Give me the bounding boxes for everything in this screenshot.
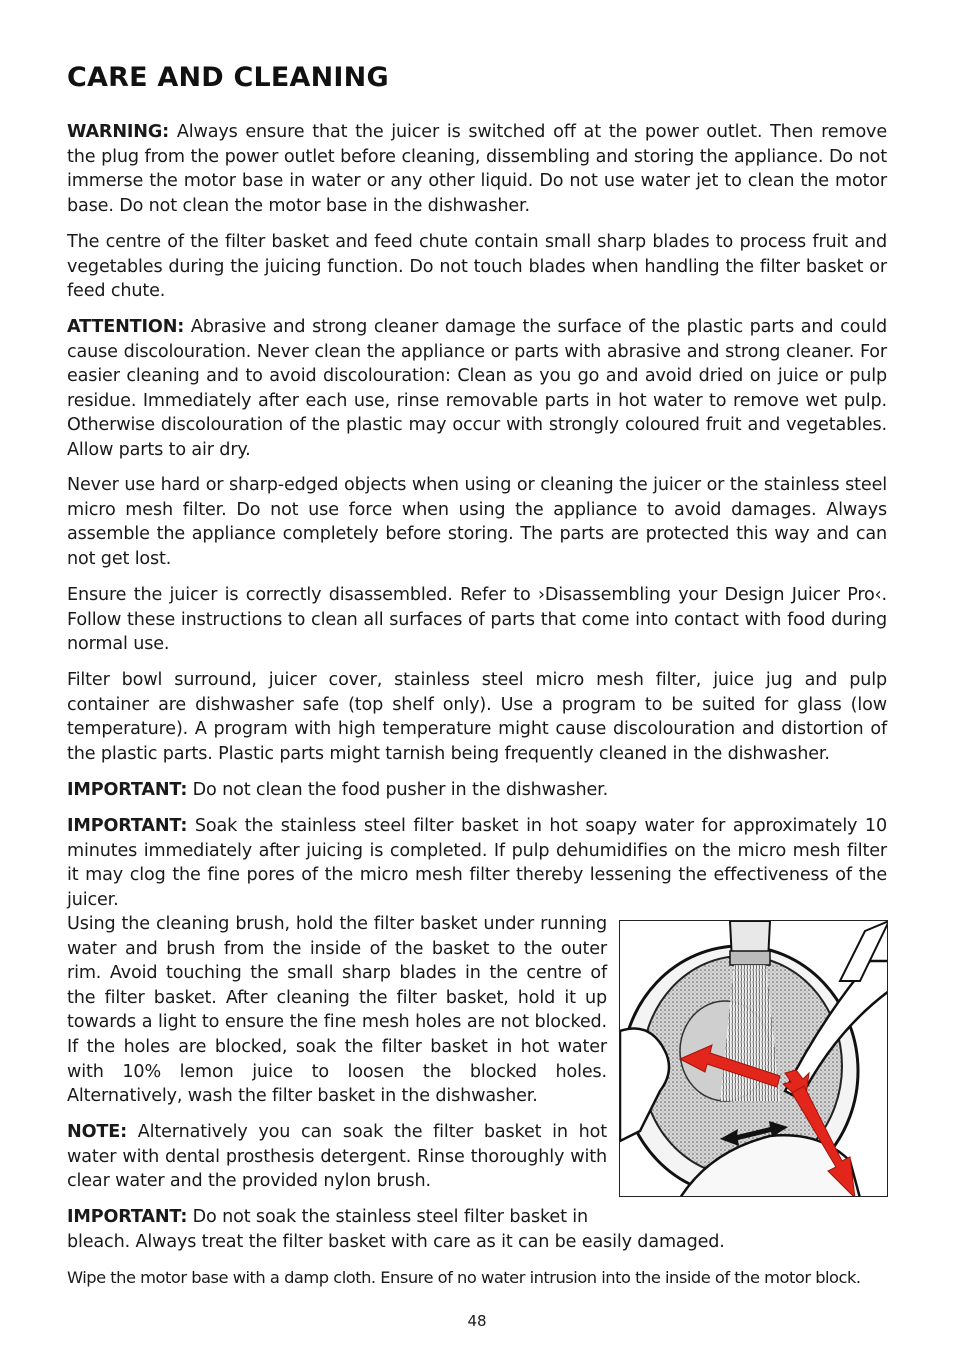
note-text: Alternatively you can soak the filter basket in hot water with dental prosthesis detergent. Rinse thoroughly with clear water and the provided nylon brush. <box>67 1122 607 1192</box>
food-pusher-paragraph <box>67 778 887 803</box>
important-label: IMPORTANT: <box>67 1207 188 1227</box>
filter-basket-cleaning-illustration <box>619 920 888 1197</box>
important-label: IMPORTANT: <box>67 816 188 836</box>
note-paragraph <box>67 1120 607 1194</box>
attention-paragraph <box>67 315 887 463</box>
motor-base-paragraph: Wipe the motor base with a damp cloth. Ensure of no water intrusion into the inside of the motor block. <box>67 1268 861 1287</box>
warning-text: Always ensure that the juicer is switched off at the power outlet. Then remove the plug from the power outlet before cleaning, dissembling and storing the appliance. Do not immerse the motor base in water or any other liquid. Do not use water jet to clean the motor base. Do not clean the motor base in the dishwasher. <box>67 122 887 216</box>
soak-paragraph <box>67 814 887 912</box>
note-label: NOTE: <box>67 1122 127 1142</box>
page-number: 48 <box>467 1312 487 1330</box>
important-label: IMPORTANT: <box>67 780 188 800</box>
warning-label: WARNING: <box>67 122 170 142</box>
soak-text: Soak the stainless steel filter basket in hot soapy water for approximately 10 minutes immediately after juicing is completed. If pulp dehumidifies on the micro mesh filter it may clog the fine pores of the micro mesh filter thereby lessening the effectiveness of the juicer. <box>67 816 887 910</box>
warning-paragraph <box>67 120 887 218</box>
attention-label: ATTENTION: <box>67 317 185 337</box>
objects-paragraph: Never use hard or sharp-edged objects when using or cleaning the juicer or the stainless steel micro mesh filter. Do not use force when using the appliance to avoid damages. Always assemble the appliance completely before storing. The parts are protected this way and can not get lost. <box>67 475 887 569</box>
attention-text: Abrasive and strong cleaner damage the surface of the plastic parts and could cause discolouration. Never clean the appliance or parts with abrasive and strong cleaner. For easier cleaning and to avoid discolouration: Clean as you go and avoid dried on juice or pulp residue. Immediately after each use, rinse removable parts in hot water to remove wet pulp. Otherwise discolouration of the plastic may occur with strongly coloured fruit and vegetables. Allow parts to air dry. <box>67 317 887 460</box>
food-pusher-text: Do not clean the food pusher in the dishwasher. <box>187 780 609 800</box>
bleach-text-line2: bleach. Always treat the filter basket with care as it can be easily damaged. <box>67 1231 725 1252</box>
bleach-paragraph <box>67 1205 887 1254</box>
brush-paragraph: Using the cleaning brush, hold the filter basket under running water and brush from the inside of the basket to the outer rim. Avoid touching the small sharp blades in the centre of the filter basket. After cleaning the filter basket, hold it up towards a light to ensure the fine mesh holes are not blocked. If the holes are blocked, soak the filter basket in hot water with 10% lemon juice to loosen the blocked holes. Alternatively, wash the filter basket in the dishwasher. <box>67 914 607 1107</box>
page-title: CARE AND CLEANING <box>67 62 389 93</box>
bleach-text-line1: Do not soak the stainless steel filter basket in <box>187 1207 588 1227</box>
illustration-svg <box>620 921 888 1197</box>
dishwasher-paragraph: Filter bowl surround, juicer cover, stainless steel micro mesh filter, juice jug and pulp container are dishwasher safe (top shelf only). Use a program to be suited for glass (low temperature). A program with high temperature might cause discolouration and distortion of the plastic parts. Plastic parts might tarnish being frequently cleaned in the dishwasher. <box>67 670 887 764</box>
blades-paragraph: The centre of the filter basket and feed chute contain small sharp blades to process fruit and vegetables during the juicing function. Do not touch blades when handling the filter basket or feed chute. <box>67 232 887 302</box>
disassemble-paragraph: Ensure the juicer is correctly disassembled. Refer to ›Disassembling your Design Juicer Pro‹. Follow these instructions to clean all surfaces of parts that come into contact with food during normal use. <box>67 585 887 655</box>
